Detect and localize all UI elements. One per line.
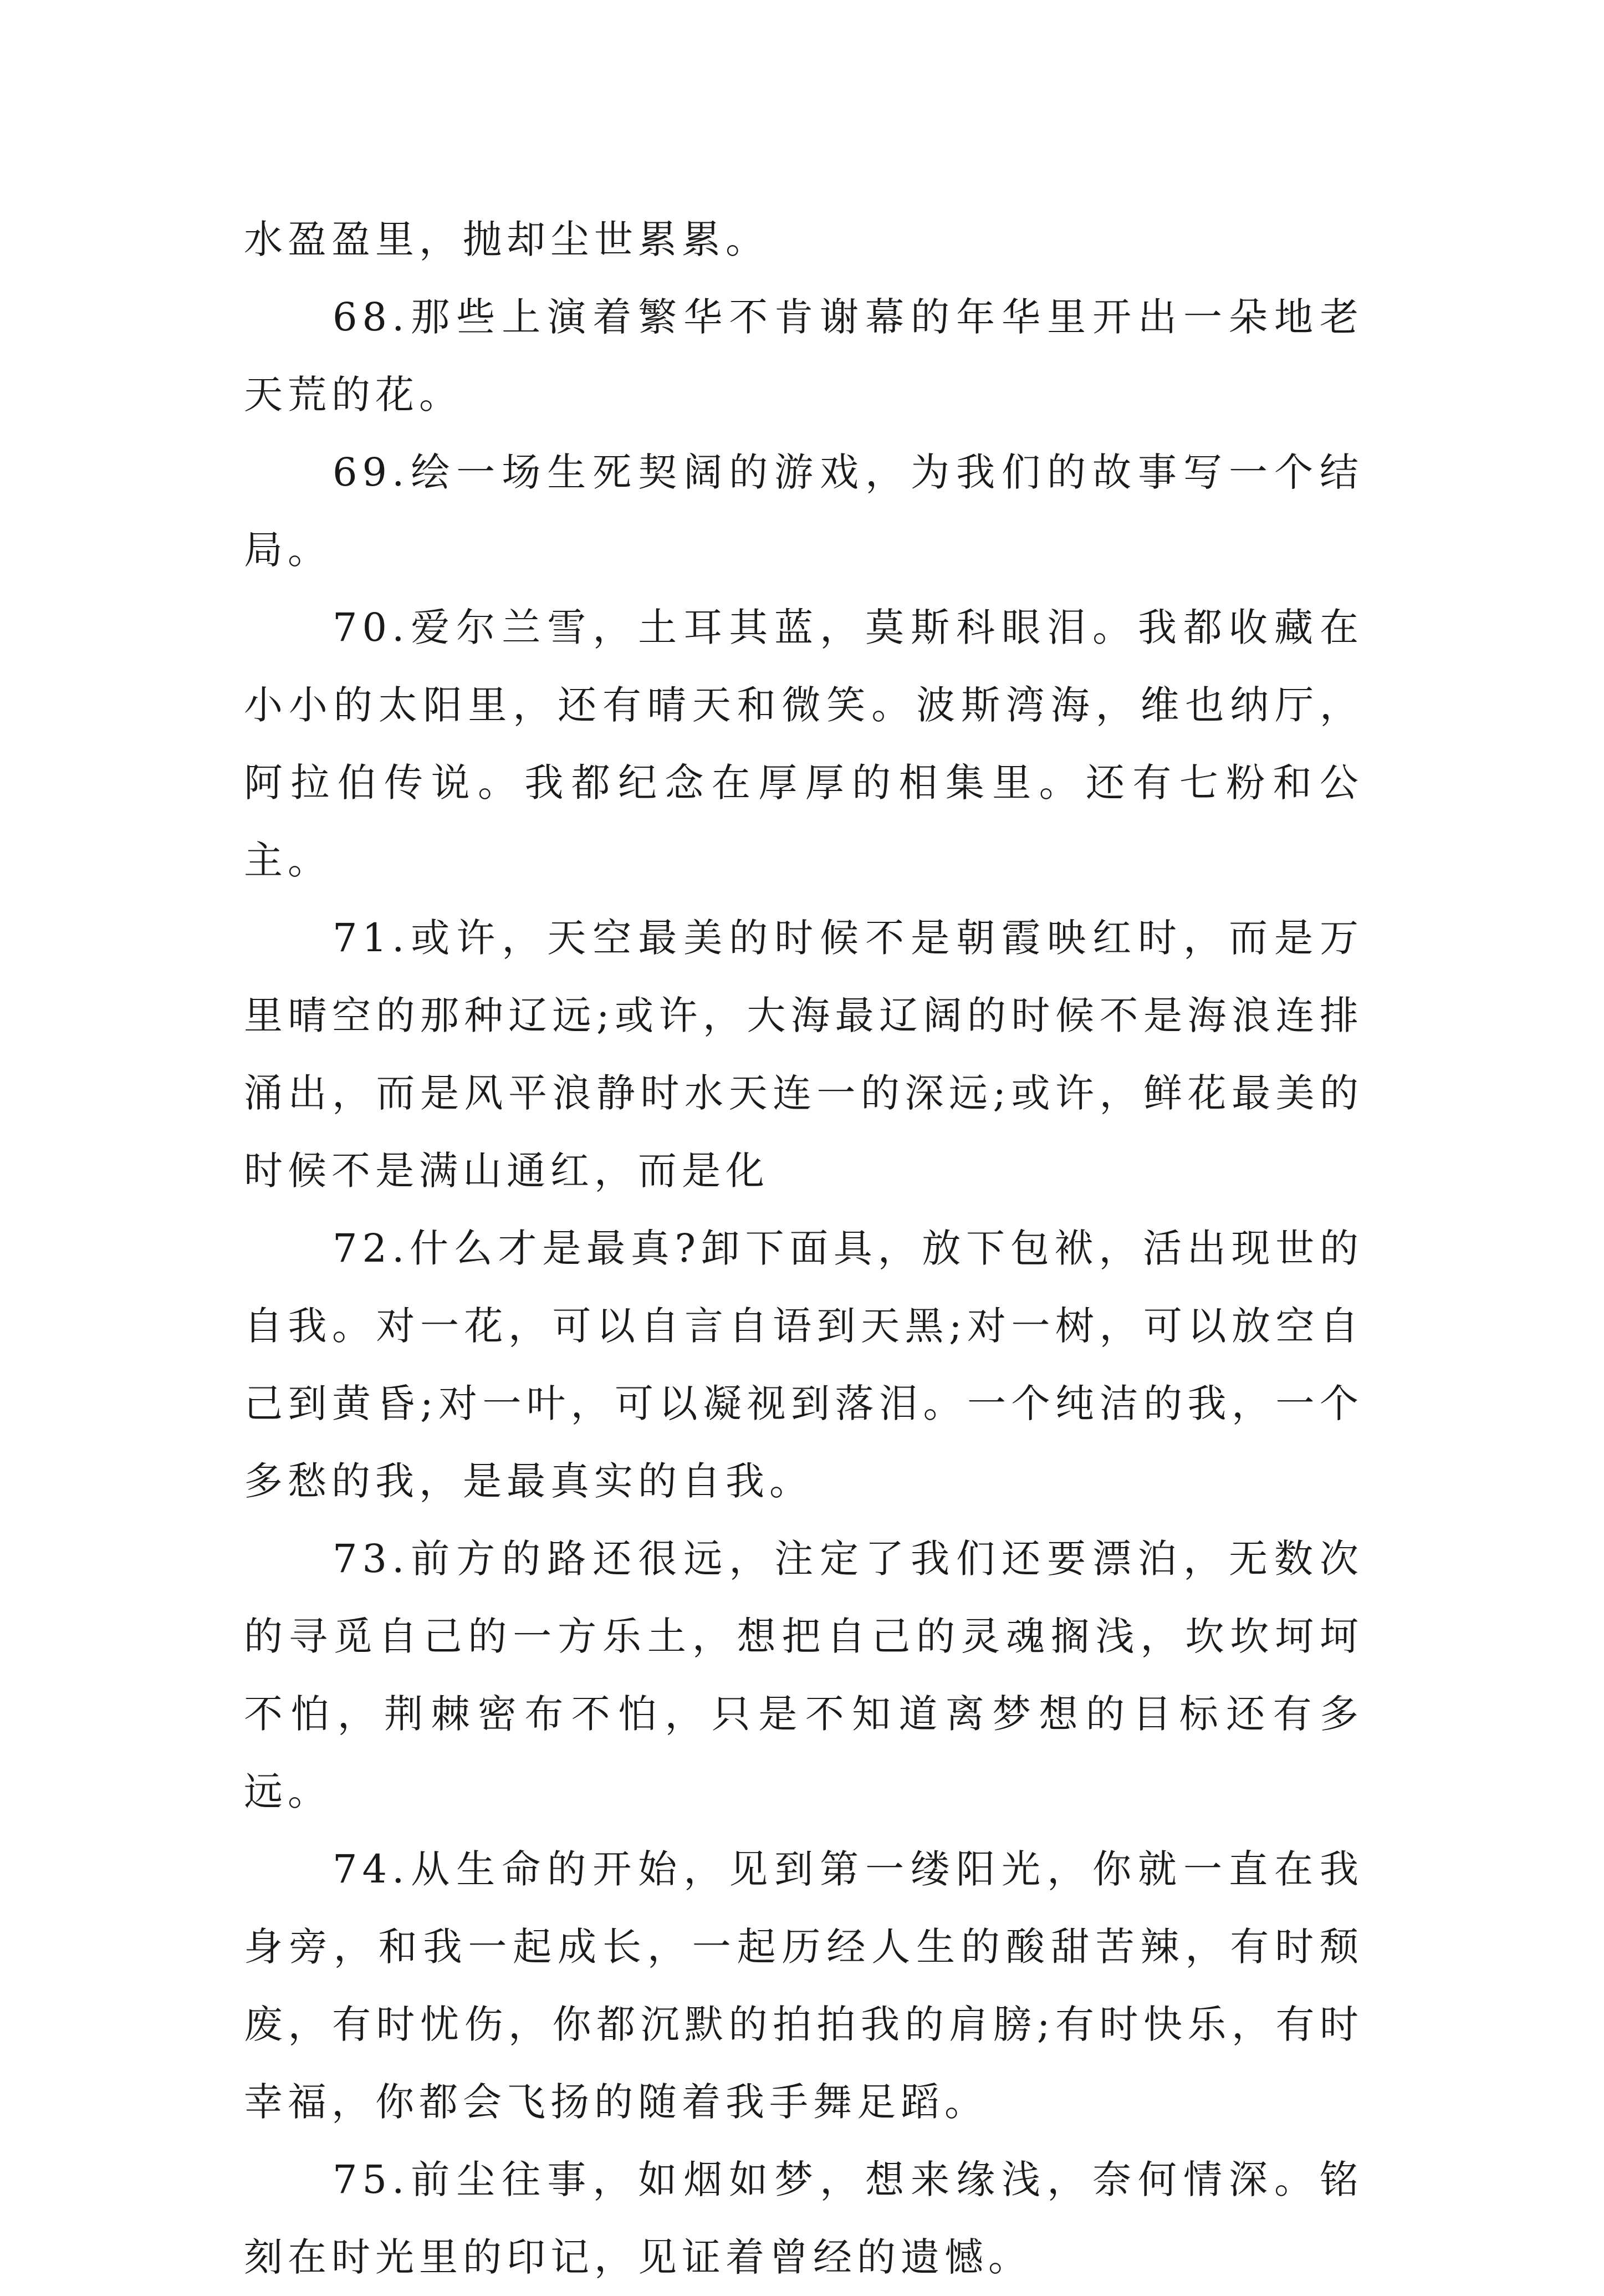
paragraph-68: 68.那些上演着繁华不肯谢幕的年华里开出一朵地老天荒的花。: [244, 294, 1363, 417]
document-body: [244, 201, 1363, 2296]
paragraph-70: 70.爱尔兰雪，土耳其蓝，莫斯科眼泪。我都收藏在小小的太阳里，还有晴天和微笑。波斯湾海，维也纳厅，阿拉伯传说。我都纪念在厚厚的相集里。还有七粉和公主。: [244, 605, 1363, 883]
paragraph-74: 74.从生命的开始，见到第一缕阳光，你就一直在我身旁，和我一起成长，一起历经人生的酸甜苦辣，有时颓废，有时忧伤，你都沉默的拍拍我的肩膀;有时快乐，有时幸福，你都会飞扬的随着我手舞足蹈。: [244, 1846, 1363, 2125]
paragraph-73: 73.前方的路还很远，注定了我们还要漂泊，无数次的寻觅自己的一方乐土，想把自己的灵魂搁浅，坎坎坷坷不怕，荆棘密布不怕，只是不知道离梦想的目标还有多远。: [244, 1536, 1363, 1814]
paragraph-continued: 水盈盈里，抛却尘世累累。: [244, 217, 769, 262]
paragraph-72: 72.什么才是最真?卸下面具，放下包袱，活出现世的自我。对一花，可以自言自语到天黑;对一树，可以放空自己到黄昏;对一叶，可以凝视到落泪。一个纯洁的我，一个多愁的我，是最真实的自我。: [244, 1226, 1363, 1504]
paragraph-71: 71.或许，天空最美的时候不是朝霞映红时，而是万里晴空的那种辽远;或许，大海最辽阔的时候不是海浪连排涌出，而是风平浪静时水天连一的深远;或许，鲜花最美的时候不是满山通红，而是化: [244, 915, 1363, 1193]
paragraph-75: 75.前尘往事，如烟如梦，想来缘浅，奈何情深。铭刻在时光里的印记，见证着曾经的遗憾。: [244, 2157, 1363, 2280]
paragraph-69: 69.绘一场生死契阔的游戏，为我们的故事写一个结局。: [244, 450, 1363, 573]
